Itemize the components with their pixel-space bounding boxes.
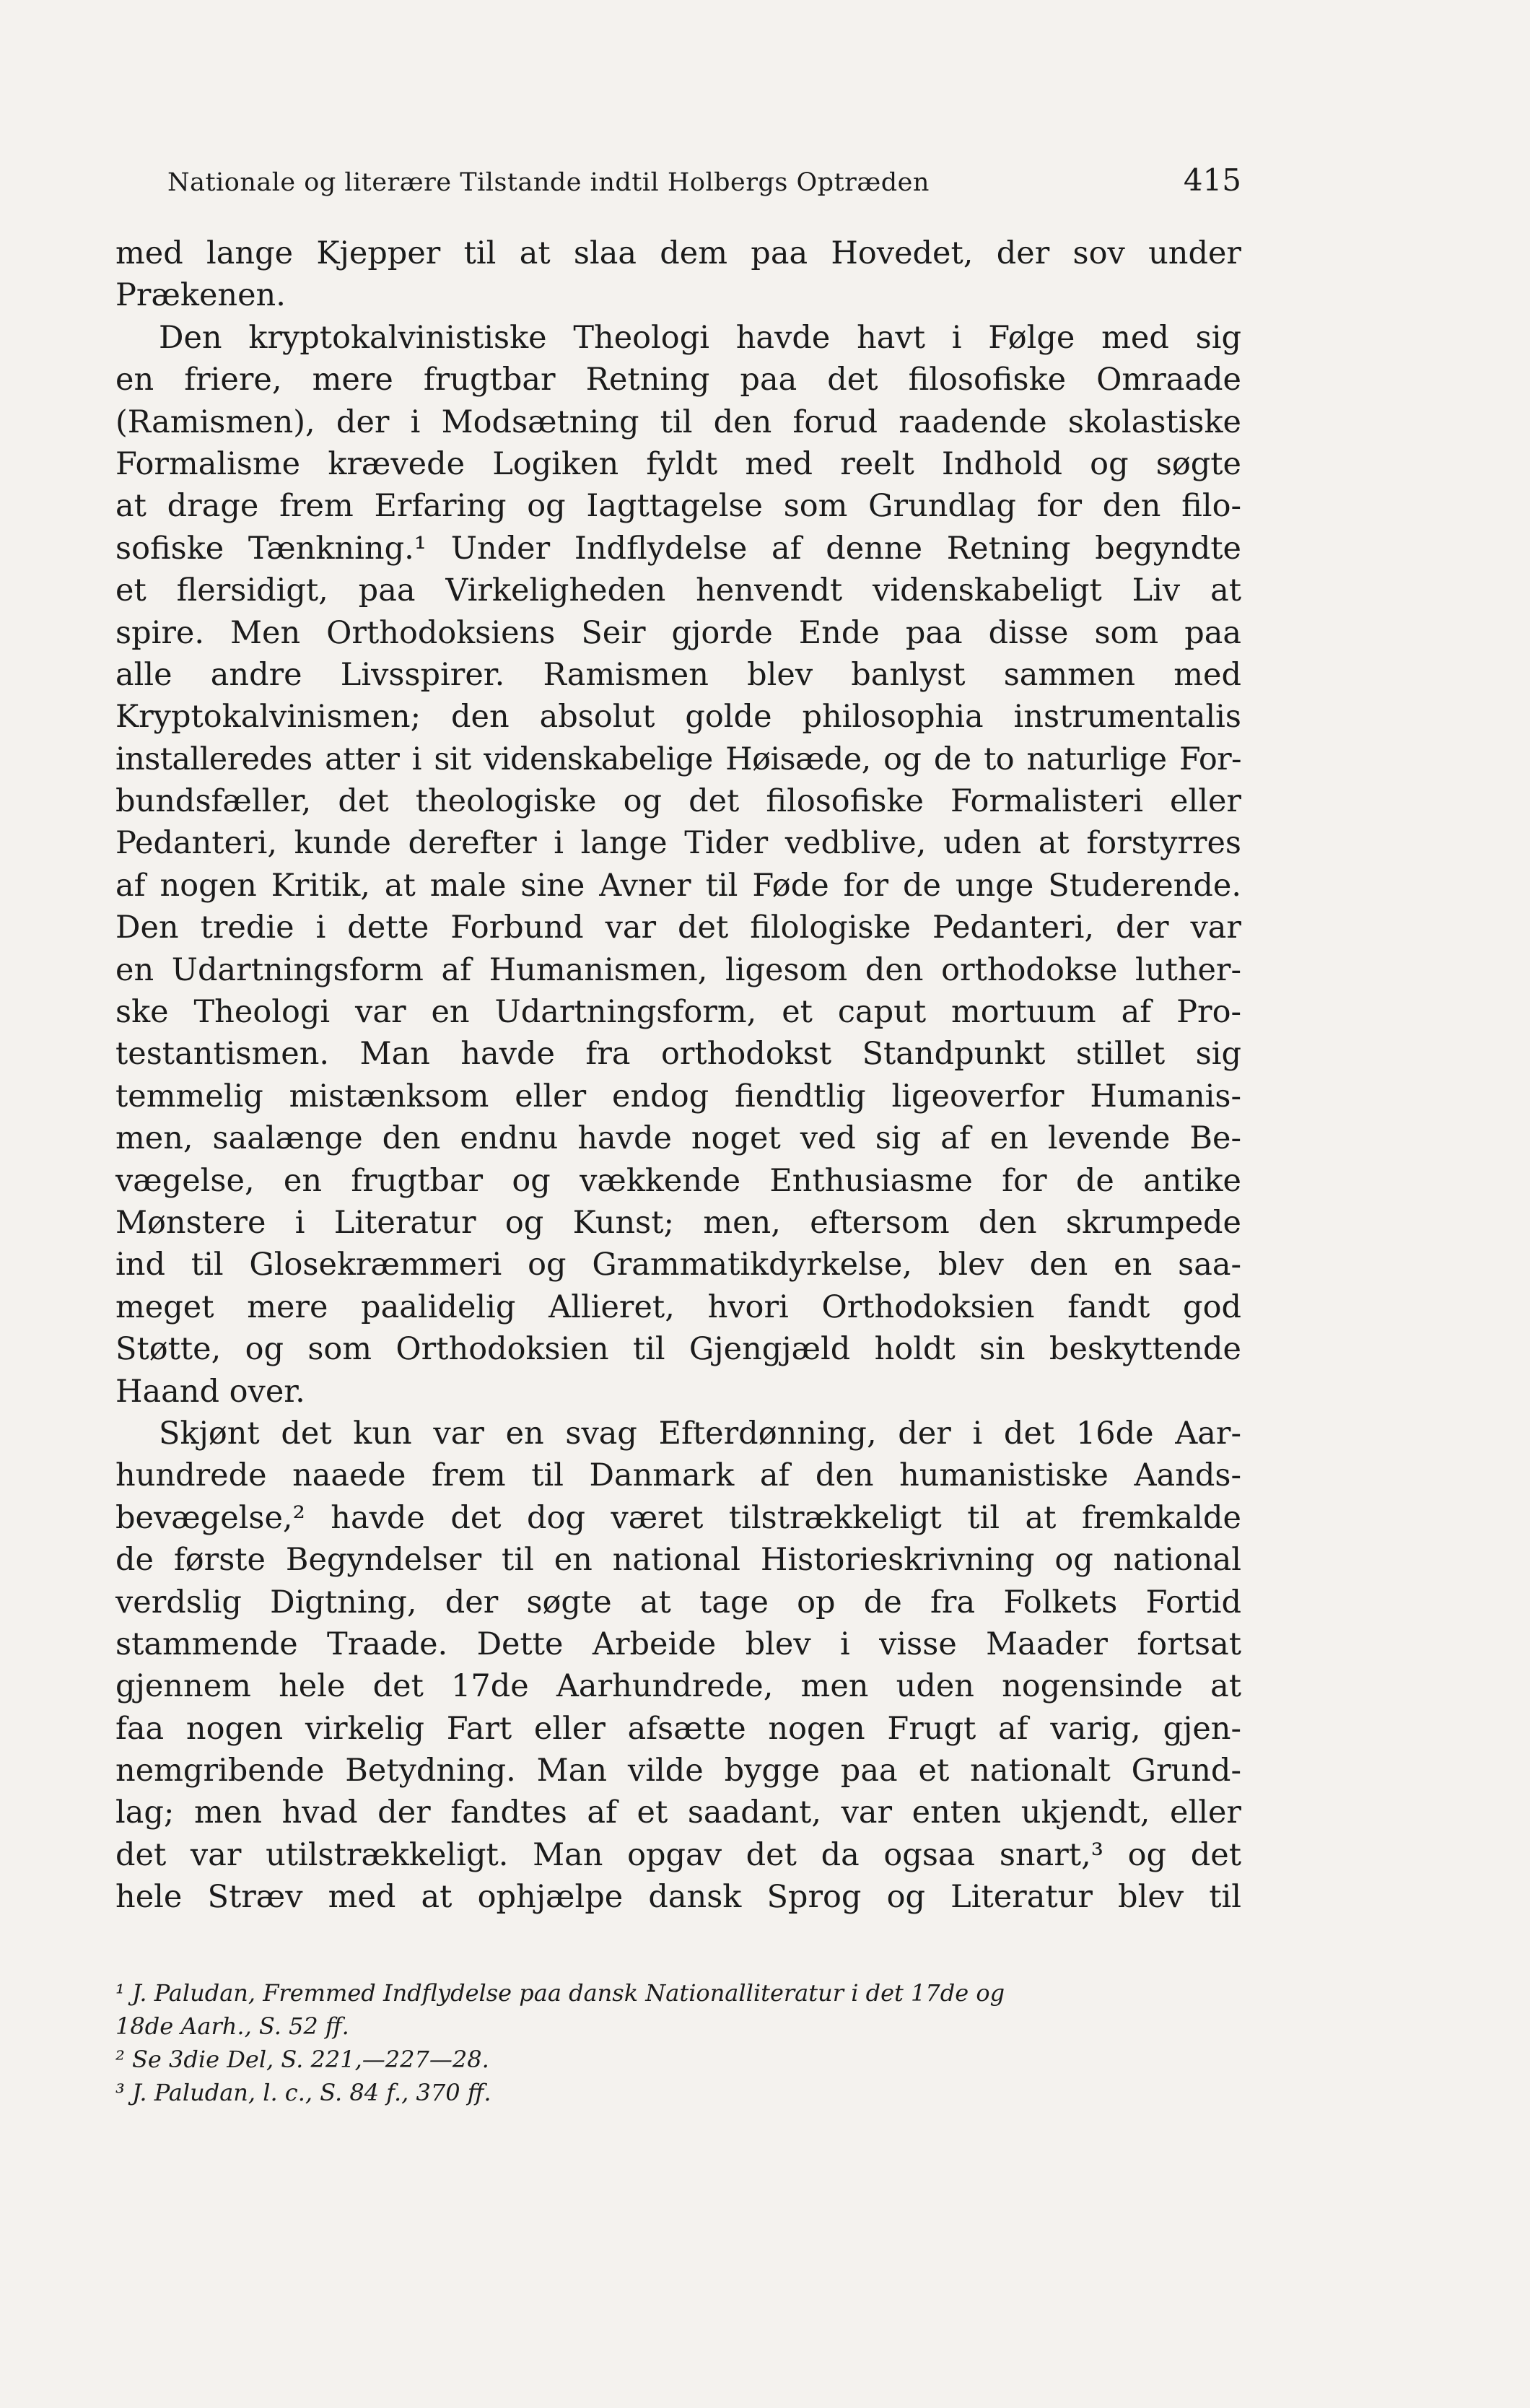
footnote-2: ² Se 3die Del, S. 221,—227—28. [115, 2046, 489, 2073]
text-line: det var utilstrækkeligt. Man opgav det da ogsaa snart,³ og det [115, 1836, 1241, 1873]
text-line: sofiske Tænkning.¹ Under Indflydelse af denne Retning begyndte [115, 530, 1241, 567]
text-line: bevægelse,² havde det dog været tilstrækkeligt til at fremkalde [115, 1499, 1241, 1536]
page-header [115, 162, 1241, 213]
text-line: ske Theologi var en Udartningsform, et caput mortuum af Pro- [115, 994, 1241, 1031]
page-number: 415 [1183, 162, 1241, 198]
text-line: at drage frem Erfaring og Iagttagelse som Grundlag for den filo- [115, 488, 1241, 525]
text-line: af nogen Kritik, at male sine Avner til Føde for de unge Studerende. [115, 867, 1241, 904]
text-line: de første Begyndelser til en national Historieskrivning og national [115, 1542, 1241, 1579]
text-line: Mønstere i Literatur og Kunst; men, eftersom den skrumpede [115, 1204, 1241, 1241]
footnote-1-continuation: 18de Aarh., S. 52 ff. [115, 2012, 349, 2040]
text-line: Støtte, og som Orthodoksien til Gjengjæld holdt sin beskyttende [115, 1331, 1241, 1368]
text-line: hundrede naaede frem til Danmark af den humanistiske Aands- [115, 1457, 1241, 1494]
text-line: Kryptokalvinismen; den absolut golde philosophia instrumentalis [115, 699, 1241, 736]
text-line: verdslig Digtning, der søgte at tage op de fra Folkets Fortid [115, 1584, 1241, 1620]
footnotes [115, 1976, 1241, 2109]
running-title: Nationale og literære Tilstande indtil Holbergs Optræden [167, 168, 930, 197]
text-line: en friere, mere frugtbar Retning paa det filosofiske Omraade [115, 362, 1241, 398]
text-line: stammende Traade. Dette Arbeide blev i visse Maader fortsat [115, 1626, 1241, 1662]
text-line: nemgribende Betydning. Man vilde bygge paa et nationalt Grund- [115, 1753, 1241, 1789]
text-line: faa nogen virkelig Fart eller afsætte nogen Frugt af varig, gjen- [115, 1710, 1241, 1747]
text-line: Formalisme krævede Logiken fyldt med reelt Indhold og søgte [115, 445, 1241, 482]
text-line: gjennem hele det 17de Aarhundrede, men uden nogensinde at [115, 1668, 1241, 1705]
text-line: installeredes atter i sit videnskabelige Høisæde, og de to naturlige For- [115, 741, 1241, 777]
text-line: men, saalænge den endnu havde noget ved sig af en levende Be- [115, 1120, 1241, 1157]
text-line: en Udartningsform af Humanismen, ligesom den orthodokse luther- [115, 951, 1241, 988]
text-line: alle andre Livsspirer. Ramismen blev banlyst sammen med [115, 656, 1241, 693]
text-line: meget mere paalidelig Allieret, hvori Orthodoksien fandt god [115, 1288, 1241, 1325]
text-line: testantismen. Man havde fra orthodokst Standpunkt stillet sig [115, 1036, 1241, 1073]
text-line: spire. Men Orthodoksiens Seir gjorde Ende paa disse som paa [115, 614, 1241, 651]
footnote-3: ³ J. Paludan, l. c., S. 84 f., 370 ff. [115, 2079, 491, 2106]
text-line: vægelse, en frugtbar og vækkende Enthusiasme for de antike [115, 1162, 1241, 1199]
text-line: lag; men hvad der fandtes af et saadant, var enten ukjendt, eller [115, 1794, 1241, 1831]
text-line: Prækenen. [115, 277, 286, 314]
text-line: temmelig mistænksom eller endog fiendtlig ligeoverfor Humanis- [115, 1078, 1241, 1114]
text-line: Den kryptokalvinistiske Theologi havde havt i Følge med sig [159, 319, 1241, 356]
text-line: Skjønt det kun var en svag Efterdønning, der i det 16de Aar- [159, 1415, 1241, 1452]
text-line: Pedanteri, kunde derefter i lange Tider vedblive, uden at forstyrres [115, 825, 1241, 862]
text-line: med lange Kjepper til at slaa dem paa Hovedet, der sov under [115, 235, 1241, 271]
text-line: Haand over. [115, 1373, 305, 1410]
text-line: hele Stræv med at ophjælpe dansk Sprog og Literatur blev til [115, 1879, 1241, 1916]
text-line: et flersidigt, paa Virkeligheden henvendt videnskabeligt Liv at [115, 572, 1241, 609]
text-line: bundsfæller, det theologiske og det filosofiske Formalisteri eller [115, 783, 1241, 820]
body-text [115, 232, 1241, 1919]
text-line: (Ramismen), der i Modsætning til den forud raadende skolastiske [115, 403, 1241, 440]
footnote-1: ¹ J. Paludan, Fremmed Indflydelse paa dansk Nationalliteratur i det 17de og [115, 1979, 1005, 2007]
text-line: Den tredie i dette Forbund var det filologiske Pedanteri, der var [115, 909, 1241, 946]
text-line: ind til Glosekræmmeri og Grammatikdyrkelse, blev den en saa- [115, 1247, 1241, 1283]
